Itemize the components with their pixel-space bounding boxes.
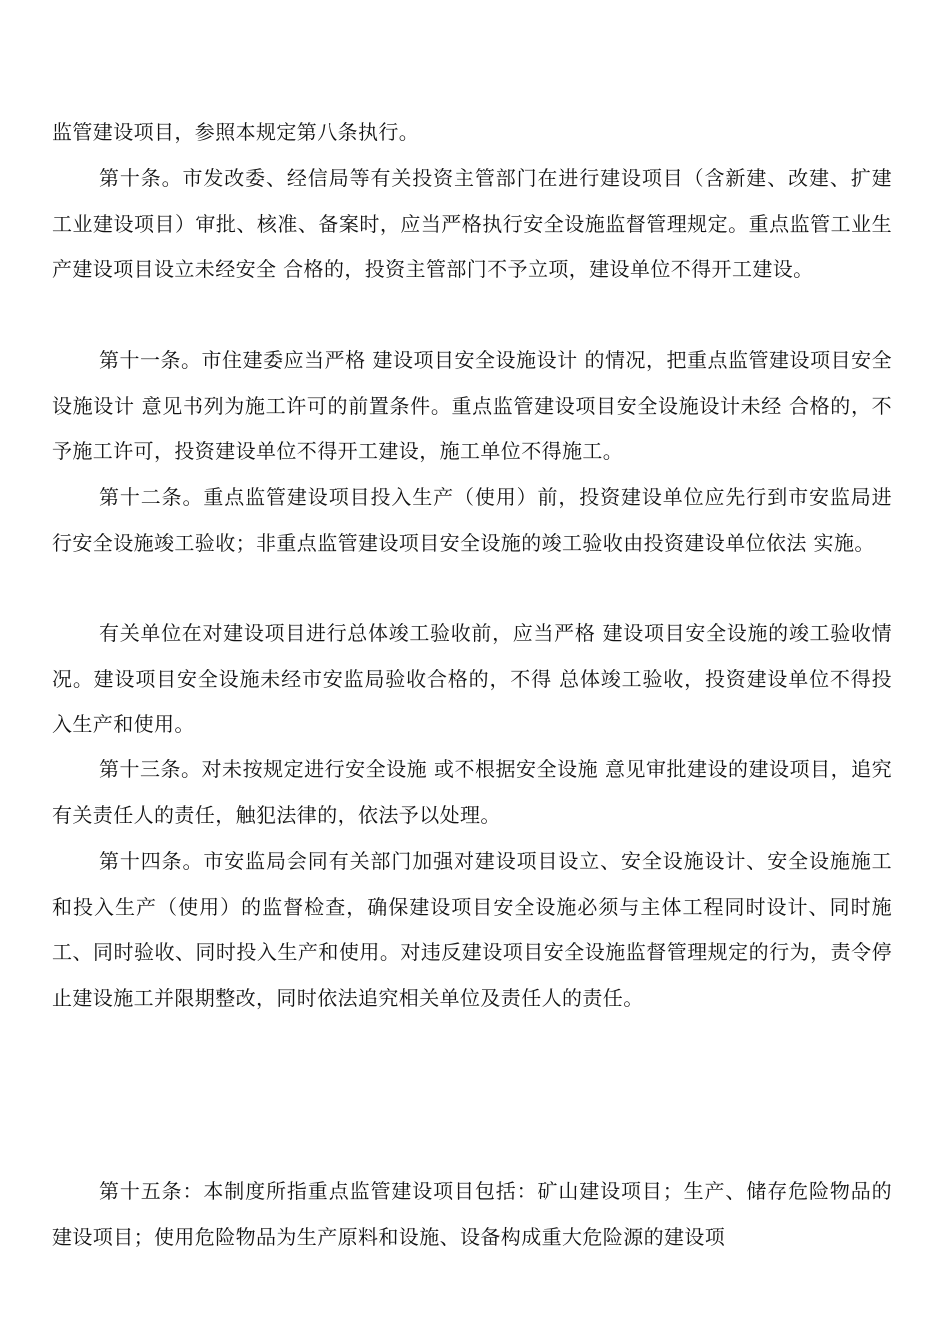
article-15: 第十五条：本制度所指重点监管建设项目包括：矿山建设项目；生产、储存危险物品的建设项目；使用危险物品为生产原料和设施、设备构成重大危险源的建设项 (52, 1179, 892, 1249)
article-12-part-2: 有关单位在对建设项目进行总体竣工验收前，应当严格 建设项目安全设施的竣工验收情况。建设项目安全设施未经市安监局验收合格的，不得 总体竣工验收，投资建设单位不得投入生产和使用。 (52, 621, 892, 736)
paragraph-continuation: 监管建设项目，参照本规定第八条执行。 (52, 120, 420, 144)
article-13: 第十三条。对未按规定进行安全设施 或不根据安全设施 意见审批建设的建设项目，追究有关责任人的责任，触犯法律的，依法予以处理。 (52, 757, 892, 827)
article-11: 第十一条。市住建委应当严格 建设项目安全设施设计 的情况，把重点监管建设项目安全设施设计 意见书列为施工许可的前置条件。重点监管建设项目安全设施设计未经 合格的，不予施工许可，投资建设单位不得开工建设，施工单位不得施工。 (52, 348, 892, 463)
article-10: 第十条。市发改委、经信局等有关投资主管部门在进行建设项目（含新建、改建、扩建工业建设项目）审批、核准、备案时，应当严格执行安全设施监督管理规定。重点监管工业生产建设项目设立未经安全 合格的，投资主管部门不予立项，建设单位不得开工建设。 (52, 166, 892, 281)
article-14: 第十四条。市安监局会同有关部门加强对建设项目设立、安全设施设计、安全设施施工和投入生产（使用）的监督检查，确保建设项目安全设施必须与主体工程同时设计、同时施工、同时验收、同时投入生产和使用。对违反建设项目安全设施监督管理规定的行为，责令停止建设施工并限期整改，同时依法追究相关单位及责任人的责任。 (52, 849, 892, 1010)
article-12: 第十二条。重点监管建设项目投入生产（使用）前，投资建设单位应先行到市安监局进行安全设施竣工验收；非重点监管建设项目安全设施的竣工验收由投资建设单位依法 实施。 (52, 485, 892, 555)
